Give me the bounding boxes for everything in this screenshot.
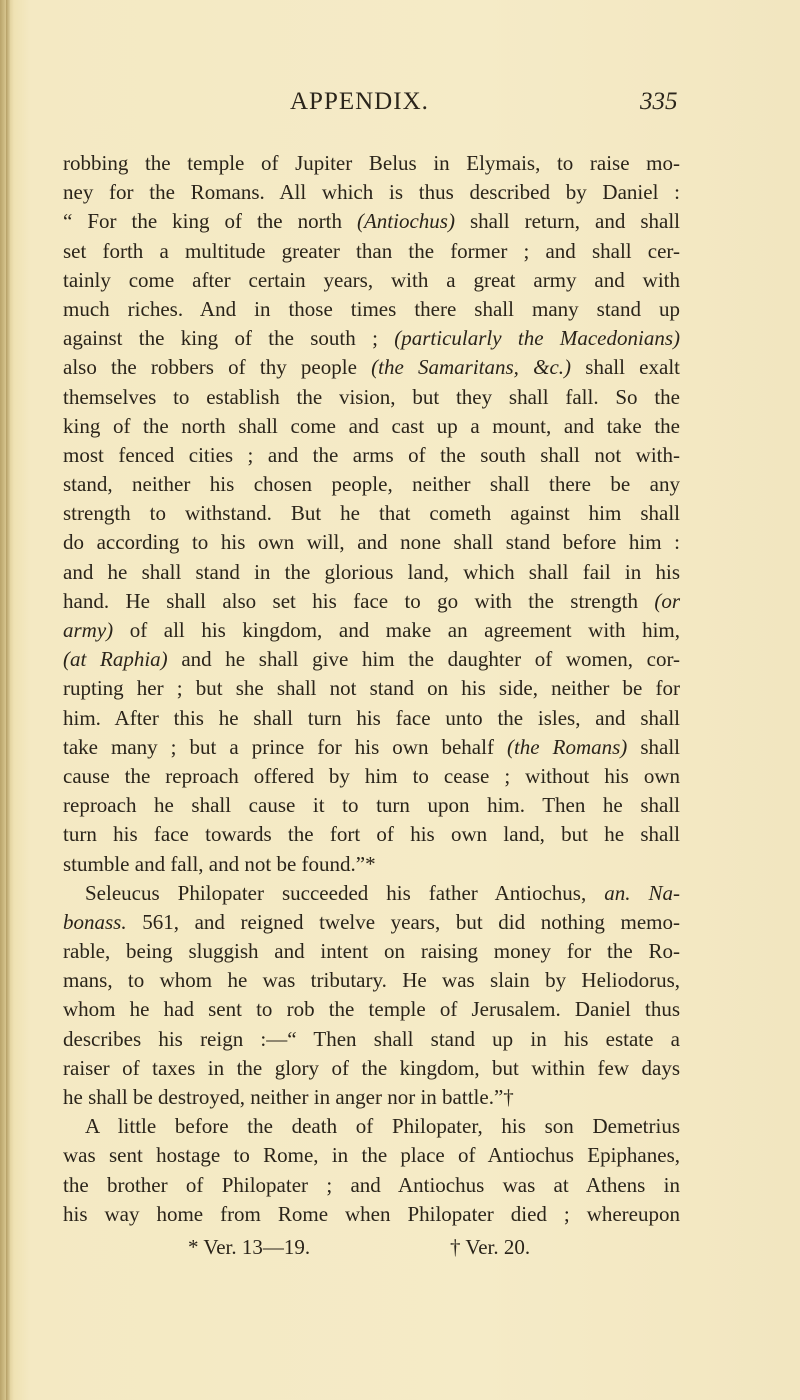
text-line: robbing the temple of Jupiter Belus in Elymais, to raise mo-	[63, 151, 680, 175]
text-line: he shall be destroyed, neither in anger nor in battle.”†	[63, 1085, 514, 1109]
text-line: take many ; but a prince for his own behalf (the Romans) shall	[63, 734, 680, 759]
text-line: most fenced cities ; and the arms of the south shall not with-	[63, 442, 680, 467]
text-line: strength to withstand. But he that cometh against him shall	[63, 501, 680, 526]
text-line: “ For the king of the north (Antiochus) shall return, and shall	[63, 209, 680, 234]
text-line: king of the north shall come and cast up a mount, and take the	[63, 413, 680, 438]
text-line: describes his reign :—“ Then shall stand up in his estate a	[63, 1026, 680, 1051]
text-line: hand. He shall also set his face to go with the strength (or	[63, 588, 680, 613]
text-line: cause the reproach offered by him to cease ; without his own	[63, 763, 680, 788]
text-line: (at Raphia) and he shall give him the daughter of women, cor-	[63, 647, 681, 672]
text-line: and he shall stand in the glorious land, which shall fail in his	[63, 559, 680, 584]
text-line: mans, to whom he was tributary. He was slain by Heliodorus,	[63, 968, 680, 993]
text-line: set forth a multitude greater than the former ; and shall cer-	[63, 238, 680, 263]
text-line: turn his face towards the fort of his own land, but he shall	[63, 822, 680, 847]
text-line: was sent hostage to Rome, in the place of Antiochus Epiphanes,	[63, 1143, 680, 1168]
text-line: the brother of Philopater ; and Antiochus was at Athens in	[63, 1172, 680, 1197]
text-line: reproach he shall cause it to turn upon him. Then he shall	[63, 793, 680, 818]
text-line: rupting her ; but she shall not stand on his side, neither be for	[63, 676, 680, 701]
page-number: 335	[640, 88, 678, 115]
text-line: ney for the Romans. All which is thus described by Daniel :	[63, 180, 680, 205]
text-line: bonass. 561, and reigned twelve years, but did nothing memo-	[63, 909, 680, 934]
text-line: him. After this he shall turn his face unto the isles, and shall	[63, 705, 680, 730]
text-line: much riches. And in those times there shall many stand up	[63, 296, 680, 321]
footnote-2: † Ver. 20.	[450, 1235, 531, 1259]
text-line: do according to his own will, and none shall stand before him :	[63, 530, 680, 555]
binding-gutter	[6, 0, 10, 1400]
text-line: army) of all his kingdom, and make an agreement with him,	[63, 618, 680, 642]
text-line: stand, neither his chosen people, neither shall there be any	[63, 472, 680, 497]
text-line: tainly come after certain years, with a great army and with	[63, 267, 680, 292]
running-title: APPENDIX.	[290, 88, 429, 115]
text-line: stumble and fall, and not be found.”*	[63, 851, 376, 876]
body-text	[63, 149, 680, 1229]
text-line: rable, being sluggish and intent on raising money for the Ro-	[63, 939, 680, 964]
page-header	[0, 88, 800, 118]
text-line: also the robbers of thy people (the Samaritans, &c.) shall exalt	[63, 355, 680, 380]
text-line: against the king of the south ; (particularly the Macedonians)	[63, 326, 681, 351]
text-line: raiser of taxes in the glory of the kingdom, but within few days	[63, 1055, 680, 1080]
paragraph-start-line: A little before the death of Philopater, his son Demetrius	[85, 1114, 680, 1139]
text-line: whom he had sent to rob the temple of Jerusalem. Daniel thus	[63, 997, 680, 1022]
text-line: his way home from Rome when Philopater died ; whereupon	[63, 1201, 680, 1226]
text-line: themselves to establish the vision, but they shall fall. So the	[63, 384, 680, 409]
paragraph-start-line: Seleucus Philopater succeeded his father Antiochus, an. Na-	[85, 880, 680, 905]
footnote-1: * Ver. 13—19.	[188, 1235, 311, 1259]
